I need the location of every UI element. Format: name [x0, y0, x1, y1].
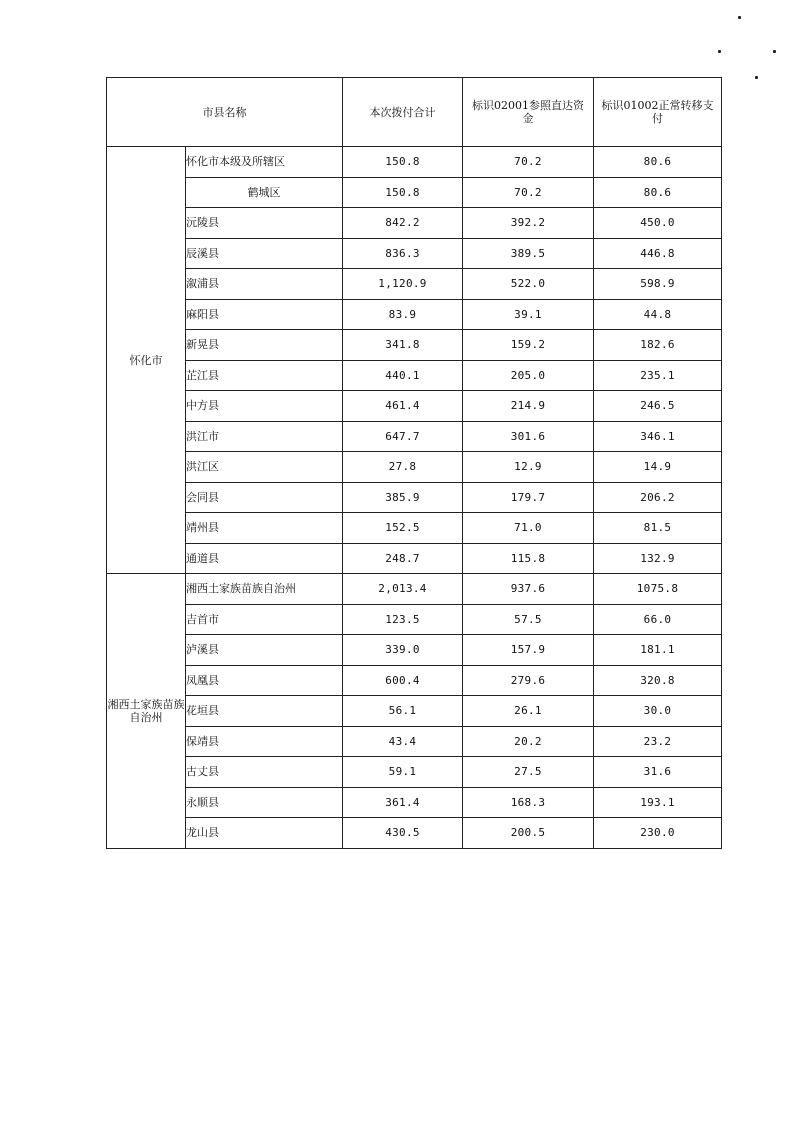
- county-name: 湘西土家族苗族自治州: [186, 574, 343, 605]
- total-value: 150.8: [343, 147, 463, 178]
- col-b-value: 30.0: [594, 696, 722, 727]
- col-b-value: 598.9: [594, 269, 722, 300]
- table-row: [107, 818, 722, 849]
- table-row: [107, 787, 722, 818]
- col-b-value: 31.6: [594, 757, 722, 788]
- total-value: 1,120.9: [343, 269, 463, 300]
- col-b-value: 80.6: [594, 177, 722, 208]
- table-row: [107, 238, 722, 269]
- total-value: 150.8: [343, 177, 463, 208]
- col-b-value: 230.0: [594, 818, 722, 849]
- header-total: 本次拨付合计: [343, 78, 463, 147]
- scan-speck: [755, 76, 758, 79]
- col-b-value: 235.1: [594, 360, 722, 391]
- col-a-value: 39.1: [463, 299, 594, 330]
- col-a-value: 279.6: [463, 665, 594, 696]
- group-name: 怀化市: [107, 147, 186, 574]
- total-value: 361.4: [343, 787, 463, 818]
- total-value: 600.4: [343, 665, 463, 696]
- table-row: [107, 452, 722, 483]
- total-value: 83.9: [343, 299, 463, 330]
- col-a-value: 57.5: [463, 604, 594, 635]
- table-row: [107, 299, 722, 330]
- table-row: [107, 757, 722, 788]
- col-a-value: 70.2: [463, 177, 594, 208]
- col-a-value: 937.6: [463, 574, 594, 605]
- col-b-value: 346.1: [594, 421, 722, 452]
- allocation-table: [106, 77, 722, 849]
- col-a-value: 301.6: [463, 421, 594, 452]
- col-a-value: 20.2: [463, 726, 594, 757]
- county-name: 洪江市: [186, 421, 343, 452]
- col-a-value: 26.1: [463, 696, 594, 727]
- county-name: 怀化市本级及所辖区: [186, 147, 343, 178]
- header-col-b-label: 标识01002正常转移支付: [601, 99, 714, 125]
- county-name: 麻阳县: [186, 299, 343, 330]
- county-name: 芷江县: [186, 360, 343, 391]
- county-name: 辰溪县: [186, 238, 343, 269]
- col-b-value: 446.8: [594, 238, 722, 269]
- group-name: 湘西土家族苗族自治州: [107, 574, 186, 849]
- total-value: 43.4: [343, 726, 463, 757]
- col-b-value: 81.5: [594, 513, 722, 544]
- table-row: [107, 696, 722, 727]
- col-b-value: 182.6: [594, 330, 722, 361]
- table-row: [107, 604, 722, 635]
- col-b-value: 320.8: [594, 665, 722, 696]
- total-value: 341.8: [343, 330, 463, 361]
- total-value: 842.2: [343, 208, 463, 239]
- county-name: 古丈县: [186, 757, 343, 788]
- col-a-value: 168.3: [463, 787, 594, 818]
- col-a-value: 389.5: [463, 238, 594, 269]
- scan-speck: [773, 50, 776, 53]
- col-a-value: 12.9: [463, 452, 594, 483]
- county-name: 洪江区: [186, 452, 343, 483]
- total-value: 430.5: [343, 818, 463, 849]
- county-name: 通道县: [186, 543, 343, 574]
- table-row: [107, 513, 722, 544]
- table-row: [107, 360, 722, 391]
- col-b-value: 14.9: [594, 452, 722, 483]
- county-name: 中方县: [186, 391, 343, 422]
- table-row: [107, 665, 722, 696]
- total-value: 2,013.4: [343, 574, 463, 605]
- table-row: [107, 147, 722, 178]
- county-name: 龙山县: [186, 818, 343, 849]
- col-b-value: 80.6: [594, 147, 722, 178]
- county-name: 鹤城区: [186, 177, 343, 208]
- county-name: 溆浦县: [186, 269, 343, 300]
- table-row: [107, 421, 722, 452]
- col-a-value: 179.7: [463, 482, 594, 513]
- total-value: 440.1: [343, 360, 463, 391]
- col-a-value: 159.2: [463, 330, 594, 361]
- col-a-value: 200.5: [463, 818, 594, 849]
- header-col-b: [594, 78, 722, 147]
- col-b-value: 206.2: [594, 482, 722, 513]
- header-col-a-label: 标识02001参照直达资金: [472, 99, 584, 125]
- county-name: 会同县: [186, 482, 343, 513]
- total-value: 339.0: [343, 635, 463, 666]
- county-name: 保靖县: [186, 726, 343, 757]
- table-row: [107, 177, 722, 208]
- col-a-value: 205.0: [463, 360, 594, 391]
- col-a-value: 71.0: [463, 513, 594, 544]
- total-value: 56.1: [343, 696, 463, 727]
- table-row: [107, 482, 722, 513]
- scan-speck: [718, 50, 721, 53]
- total-value: 123.5: [343, 604, 463, 635]
- total-value: 27.8: [343, 452, 463, 483]
- total-value: 647.7: [343, 421, 463, 452]
- col-b-value: 450.0: [594, 208, 722, 239]
- total-value: 152.5: [343, 513, 463, 544]
- header-region: 市县名称: [107, 78, 343, 147]
- table-row: [107, 726, 722, 757]
- total-value: 836.3: [343, 238, 463, 269]
- col-b-value: 44.8: [594, 299, 722, 330]
- total-value: 461.4: [343, 391, 463, 422]
- county-name: 新晃县: [186, 330, 343, 361]
- col-a-value: 115.8: [463, 543, 594, 574]
- header-col-a: [463, 78, 594, 147]
- county-name: 靖州县: [186, 513, 343, 544]
- table-row: [107, 574, 722, 605]
- table-row: [107, 330, 722, 361]
- col-a-value: 392.2: [463, 208, 594, 239]
- table-row: [107, 635, 722, 666]
- col-b-value: 132.9: [594, 543, 722, 574]
- county-name: 花垣县: [186, 696, 343, 727]
- county-name: 凤凰县: [186, 665, 343, 696]
- county-name: 沅陵县: [186, 208, 343, 239]
- table-row: [107, 391, 722, 422]
- table-row: [107, 208, 722, 239]
- county-name: 泸溪县: [186, 635, 343, 666]
- total-value: 248.7: [343, 543, 463, 574]
- col-a-value: 214.9: [463, 391, 594, 422]
- col-b-value: 193.1: [594, 787, 722, 818]
- table-body: [107, 147, 722, 849]
- table-row: [107, 269, 722, 300]
- col-a-value: 522.0: [463, 269, 594, 300]
- col-b-value: 66.0: [594, 604, 722, 635]
- col-b-value: 23.2: [594, 726, 722, 757]
- county-name: 永顺县: [186, 787, 343, 818]
- col-a-value: 157.9: [463, 635, 594, 666]
- col-b-value: 246.5: [594, 391, 722, 422]
- col-b-value: 181.1: [594, 635, 722, 666]
- scan-speck: [738, 16, 741, 19]
- table-row: [107, 543, 722, 574]
- col-a-value: 70.2: [463, 147, 594, 178]
- col-b-value: 1075.8: [594, 574, 722, 605]
- col-a-value: 27.5: [463, 757, 594, 788]
- county-name: 吉首市: [186, 604, 343, 635]
- total-value: 385.9: [343, 482, 463, 513]
- total-value: 59.1: [343, 757, 463, 788]
